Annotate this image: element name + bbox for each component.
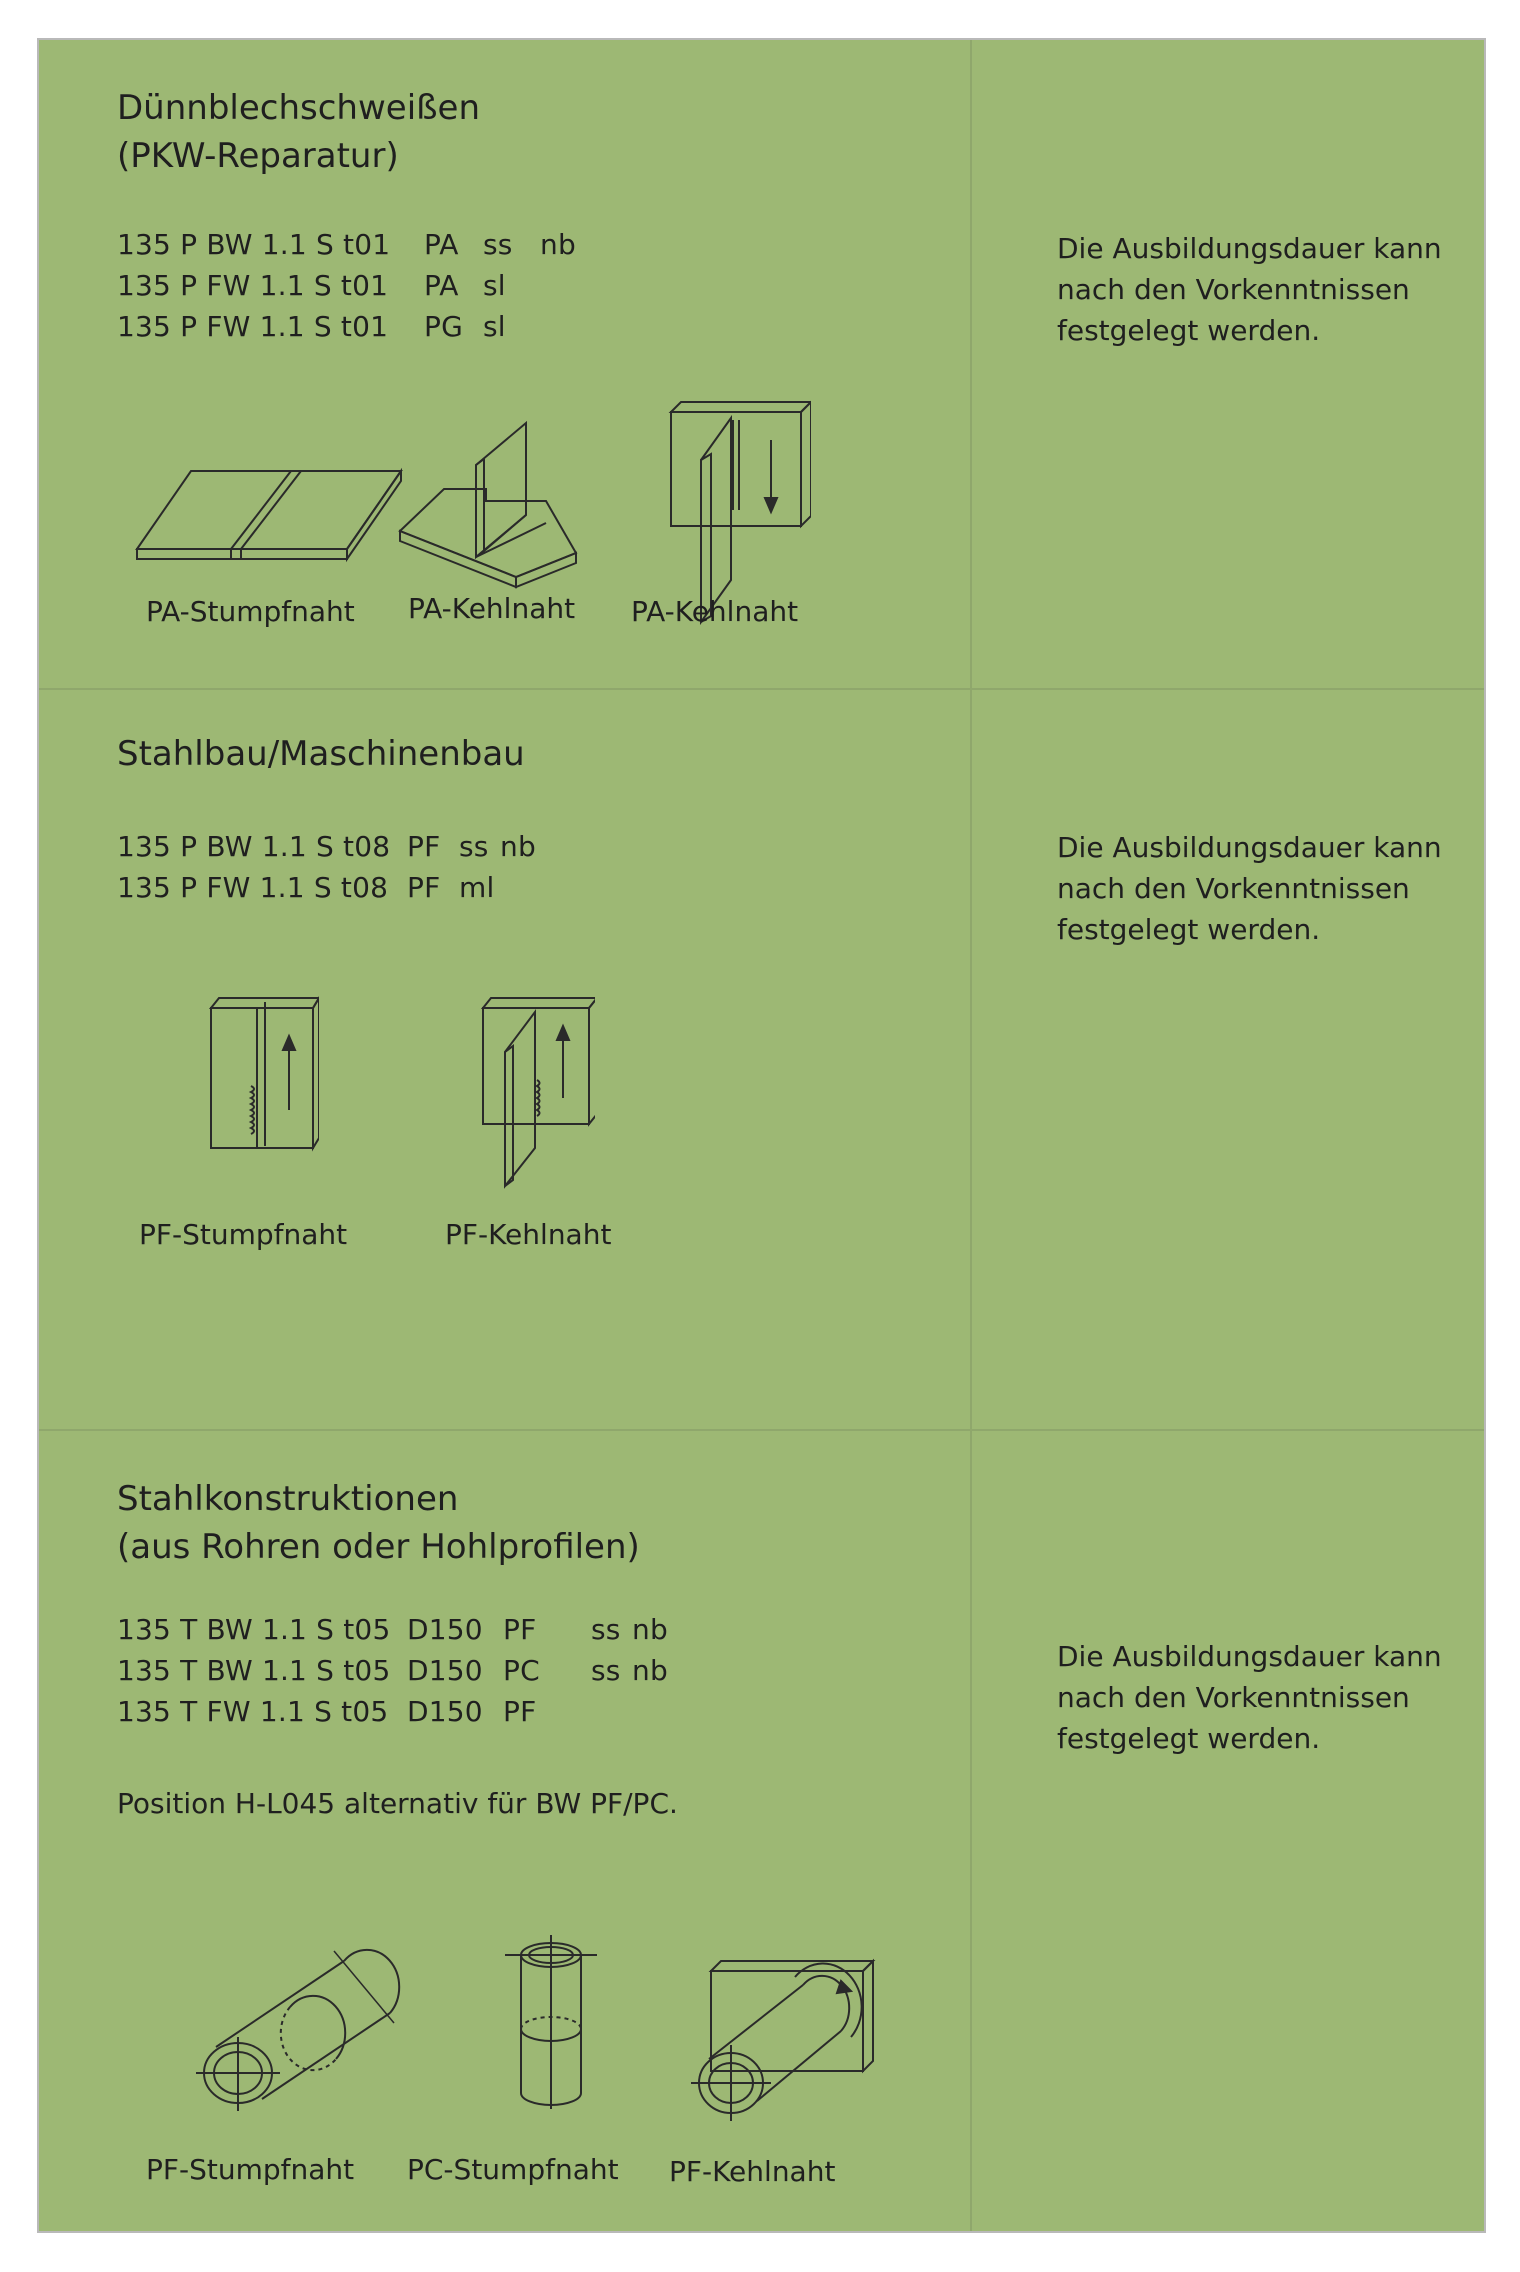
weld-detail: ss [591, 1654, 621, 1687]
weld-detail: nb [500, 830, 536, 863]
note-line: festgelegt werden. [1057, 913, 1321, 946]
section-title-line: Dünnblechschweißen [117, 88, 481, 128]
figure-caption: PF-Stumpfnaht [139, 1218, 348, 1251]
pf-fillet-weld-vertical-icon [445, 990, 595, 1190]
weld-detail: nb [632, 1613, 668, 1646]
pipe-diameter: D150 [407, 1654, 483, 1687]
weld-position: PF [407, 830, 441, 863]
note-line: festgelegt werden. [1057, 1722, 1321, 1755]
weld-detail: sl [483, 269, 506, 302]
note-line: nach den Vorkenntnissen [1057, 273, 1410, 306]
section-title [117, 1475, 640, 1571]
pipe-diameter: D150 [407, 1695, 483, 1728]
weld-code: 135 T BW 1.1 S t05 [117, 1654, 391, 1687]
weld-detail: ml [459, 871, 495, 904]
weld-code: 135 T FW 1.1 S t05 [117, 1695, 389, 1728]
weld-detail: ss [483, 228, 513, 261]
weld-code: 135 P BW 1.1 S t08 [117, 830, 391, 863]
weld-position: PC [503, 1654, 540, 1687]
section-title-line: Stahlbau/Maschinenbau [117, 734, 525, 774]
weld-detail: sl [483, 310, 506, 343]
weld-code: 135 P FW 1.1 S t01 [117, 310, 389, 343]
figure-caption: PF-Kehlnaht [669, 2155, 836, 2188]
section-thin-sheet-welding [39, 40, 970, 688]
column-divider [970, 40, 972, 2231]
note-line: nach den Vorkenntnissen [1057, 1681, 1410, 1714]
training-duration-note [1057, 827, 1442, 950]
weld-detail: ss [591, 1613, 621, 1646]
figure-caption: PF-Kehlnaht [445, 1218, 612, 1251]
pf-pipe-fillet-weld-icon [691, 1951, 881, 2131]
pipe-diameter: D150 [407, 1613, 483, 1646]
pf-butt-weld-vertical-icon [169, 990, 319, 1170]
figure-caption: PA-Kehlnaht [631, 595, 799, 628]
note-line: festgelegt werden. [1057, 314, 1321, 347]
section-steel-machine-construction [39, 690, 970, 1429]
note-line: Die Ausbildungsdauer kann [1057, 1640, 1442, 1673]
figure-caption: PA-Kehlnaht [408, 592, 576, 625]
figure-caption: PC-Stumpfnaht [407, 2153, 619, 2186]
note-line: nach den Vorkenntnissen [1057, 872, 1410, 905]
weld-position: PG [424, 310, 463, 343]
section-subtitle-line: (PKW-Reparatur) [117, 136, 399, 176]
note-line: Die Ausbildungsdauer kann [1057, 232, 1442, 265]
position-note: Position H-L045 alternativ für BW PF/PC. [117, 1787, 678, 1820]
weld-detail: nb [632, 1654, 668, 1687]
weld-position: PA [424, 228, 459, 261]
section-subtitle-line: (aus Rohren oder Hohlprofilen) [117, 1527, 640, 1567]
weld-position: PF [503, 1695, 537, 1728]
section-steel-structures-pipes [39, 1431, 970, 2231]
figure-caption: PA-Stumpfnaht [146, 595, 355, 628]
weld-detail: nb [540, 228, 576, 261]
weld-position: PA [424, 269, 459, 302]
weld-code: 135 P FW 1.1 S t01 [117, 269, 389, 302]
pc-pipe-butt-weld-icon [501, 1921, 601, 2121]
weld-position: PF [407, 871, 441, 904]
pa-butt-weld-plate-icon [131, 425, 411, 595]
note-line: Die Ausbildungsdauer kann [1057, 831, 1442, 864]
weld-code: 135 P FW 1.1 S t08 [117, 871, 389, 904]
section-title [117, 730, 525, 778]
section-title [117, 84, 480, 180]
pf-pipe-butt-weld-icon [194, 1941, 404, 2121]
weld-code: 135 P BW 1.1 S t01 [117, 228, 391, 261]
figure-caption: PF-Stumpfnaht [146, 2153, 355, 2186]
training-duration-note [1057, 1636, 1442, 1759]
welding-qualification-table [37, 38, 1486, 2233]
weld-code: 135 T BW 1.1 S t05 [117, 1613, 391, 1646]
section-title-line: Stahlkonstruktionen [117, 1479, 459, 1519]
training-duration-note [1057, 228, 1442, 351]
weld-detail: ss [459, 830, 489, 863]
pa-fillet-weld-plate-icon [396, 405, 616, 605]
weld-position: PF [503, 1613, 537, 1646]
pa-fillet-weld-vertical-icon [661, 390, 811, 630]
